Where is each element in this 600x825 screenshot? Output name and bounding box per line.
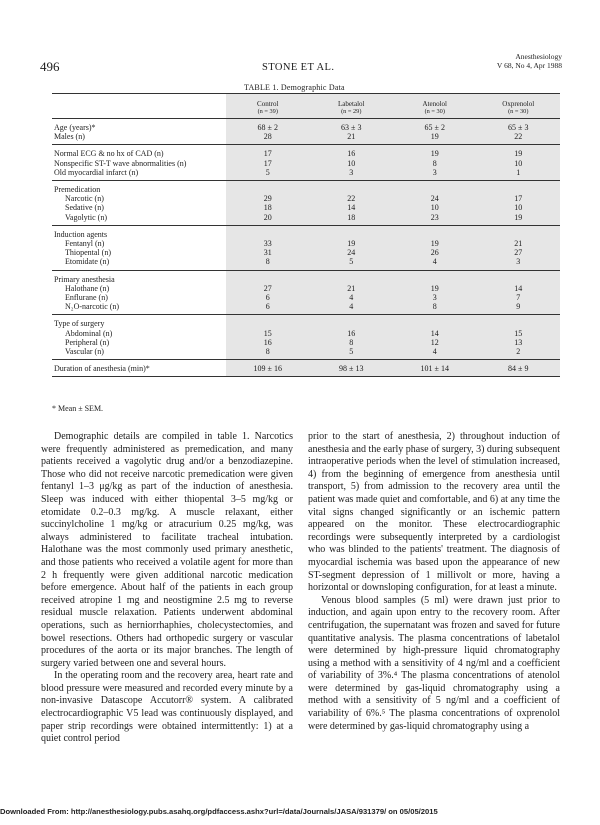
cell-value: 63 ± 3 bbox=[310, 119, 394, 133]
cell-value: 3 bbox=[393, 293, 477, 302]
empty-cell bbox=[226, 181, 310, 195]
table-row bbox=[52, 168, 560, 181]
row-label: Vagolytic (n) bbox=[65, 212, 107, 222]
cell-value: 33 bbox=[226, 239, 310, 248]
section-title: Primary anesthesia bbox=[52, 270, 226, 284]
cell-value: 7 bbox=[477, 293, 561, 302]
cell-value: 31 bbox=[226, 248, 310, 257]
empty-cell bbox=[477, 225, 561, 239]
cell-value: 14 bbox=[310, 203, 394, 212]
empty-cell bbox=[310, 225, 394, 239]
cell-value: 4 bbox=[393, 257, 477, 270]
empty-cell bbox=[393, 225, 477, 239]
cell-value: 16 bbox=[310, 329, 394, 338]
cell-value: 24 bbox=[310, 248, 394, 257]
cell-value: 21 bbox=[477, 239, 561, 248]
section-title: Type of surgery bbox=[52, 315, 226, 329]
paragraph-demographics: Demographic details are compiled in table 1. Narcotics were frequently administered as premedication, and many patients received a vagolytic drug and/or a benzodiazepine. Those who did not receive narcotic premedication were given fentanyl 1–3 μg/kg as part of the induction of anesthesia. Sleep was induced with either thiopental 3–5 mg/kg or etomidate 0.2–0.3 mg/kg. A muscle relaxant, either succinylcholine 1 mg/kg or atracurium 0.25 mg/kg, was always administered to facilitate tracheal intubation. Halothane was the most commonly used primary anesthetic, and those patients who received a volatile agent for more than 2 h frequently were given additional narcotic medication before emergence. About half of the patients in each group received atropine 1 mg and neostigmine 2.5 mg to reverse residual muscle relaxation. Patients underwent abdominal operations, such as herniorrhaphies, cholecystectomies, and bowel resections. Others had orthopedic surgery or vascular procedures of the aorta or its major branches. The length of surgery varied between one and several hours. bbox=[41, 431, 293, 669]
table-row bbox=[52, 257, 560, 270]
cell-value: 3 bbox=[393, 168, 477, 181]
cell-value: 18 bbox=[226, 203, 310, 212]
cell-value: 101 ± 14 bbox=[393, 360, 477, 377]
table-row bbox=[52, 329, 560, 338]
group-name: Control bbox=[257, 100, 279, 108]
empty-cell bbox=[226, 225, 310, 239]
column-header-control bbox=[226, 94, 310, 119]
cell-value: 6 bbox=[226, 302, 310, 315]
cell-value: 8 bbox=[393, 159, 477, 168]
cell-value: 15 bbox=[477, 329, 561, 338]
header-empty-cell bbox=[52, 94, 226, 119]
cell-value: 4 bbox=[393, 347, 477, 360]
empty-cell bbox=[226, 270, 310, 284]
journal-volume: V 68, No 4, Apr 1988 bbox=[496, 61, 562, 70]
cell-value: 84 ± 9 bbox=[477, 360, 561, 377]
row-label: Males (n) bbox=[54, 132, 85, 142]
cell-value: 27 bbox=[226, 284, 310, 293]
section-title: Induction agents bbox=[52, 225, 226, 239]
cell-value: 19 bbox=[477, 213, 561, 226]
cell-value: 19 bbox=[393, 239, 477, 248]
table-row bbox=[52, 203, 560, 212]
table-row bbox=[52, 119, 560, 133]
table-row bbox=[52, 293, 560, 302]
table-row bbox=[52, 132, 560, 145]
cell-value: 23 bbox=[393, 213, 477, 226]
table-row bbox=[52, 213, 560, 226]
cell-value: 20 bbox=[226, 213, 310, 226]
cell-value: 18 bbox=[310, 213, 394, 226]
empty-cell bbox=[310, 315, 394, 329]
group-name: Atenolol bbox=[422, 100, 447, 108]
cell-value: 5 bbox=[226, 168, 310, 181]
cell-value: 14 bbox=[393, 329, 477, 338]
row-label: N₂O-narcotic (n) bbox=[65, 302, 120, 312]
table-row bbox=[52, 302, 560, 315]
table-caption: TABLE 1. Demographic Data bbox=[244, 83, 345, 92]
column-header-oxprenolol bbox=[477, 94, 561, 119]
cell-value: 19 bbox=[310, 239, 394, 248]
cell-value: 2 bbox=[477, 347, 561, 360]
cell-value: 12 bbox=[393, 338, 477, 347]
cell-value: 68 ± 2 bbox=[226, 119, 310, 133]
cell-value: 65 ± 3 bbox=[477, 119, 561, 133]
cell-value: 22 bbox=[477, 132, 561, 145]
cell-value: 22 bbox=[310, 194, 394, 203]
group-n: (n = 29) bbox=[341, 108, 362, 115]
demographic-table bbox=[52, 93, 560, 377]
empty-cell bbox=[310, 270, 394, 284]
cell-value: 4 bbox=[310, 293, 394, 302]
journal-reference bbox=[497, 52, 562, 70]
empty-cell bbox=[393, 315, 477, 329]
cell-value: 19 bbox=[477, 145, 561, 159]
cell-value: 8 bbox=[226, 257, 310, 270]
cell-value: 19 bbox=[393, 145, 477, 159]
table-row bbox=[52, 248, 560, 257]
body-column-left bbox=[41, 431, 293, 746]
empty-cell bbox=[310, 181, 394, 195]
cell-value: 3 bbox=[477, 257, 561, 270]
row-label: Vascular (n) bbox=[65, 347, 104, 357]
table-row bbox=[52, 194, 560, 203]
row-label: Duration of anesthesia (min)* bbox=[52, 360, 226, 377]
cell-value: 17 bbox=[226, 159, 310, 168]
paragraph-monitoring: In the operating room and the recovery area, heart rate and blood pressure were measured and recorded every minute by a non-invasive Datascope Accutorr® system. A calibrated electrocardiographic V5 lead was continuously displayed, and paper strip recordings were obtained intermittently: 1) at a quiet control period bbox=[41, 670, 293, 745]
cell-value: 28 bbox=[226, 132, 310, 145]
cell-value: 16 bbox=[310, 145, 394, 159]
group-n: (n = 30) bbox=[508, 108, 529, 115]
row-label: Peripheral (n) bbox=[65, 337, 110, 347]
cell-value: 15 bbox=[226, 329, 310, 338]
table-row bbox=[52, 145, 560, 159]
row-label: Nonspecific ST-T wave abnormalities (n) bbox=[54, 158, 187, 168]
cell-value: 10 bbox=[477, 203, 561, 212]
cell-value: 21 bbox=[310, 284, 394, 293]
table-row bbox=[52, 159, 560, 168]
paragraph-monitoring-continued: prior to the start of anesthesia, 2) throughout induction of anesthesia and the early phase of surgery, 3) during subsequent intraoperative periods when the level of stimulation increased, 4) from the beginning of emergence from anesthesia until transport, 5) from admission to the recovery area until the patient was made quiet and comfortable, and 6) at any time the vital signs changed significantly or an ischemic pattern appeared on the monitor. These electrocardiographic recordings were subsequently interpreted by a cardiologist who was blinded to the patients' treatment. The diagnosis of myocardial ischemia was based upon the appearance of new ST-segment depression of 1 millivolt or more, having a horizontal or downsloping configuration, for at least a minute. bbox=[308, 431, 560, 594]
row-label: Halothane (n) bbox=[65, 283, 110, 293]
empty-cell bbox=[393, 270, 477, 284]
table-header-row bbox=[52, 94, 560, 119]
row-label: Thiopental (n) bbox=[65, 248, 111, 258]
cell-value: 10 bbox=[477, 159, 561, 168]
row-label: Narcotic (n) bbox=[65, 194, 104, 204]
table-row bbox=[52, 284, 560, 293]
section-title-row bbox=[52, 225, 560, 239]
cell-value: 3 bbox=[310, 168, 394, 181]
cell-value: 10 bbox=[393, 203, 477, 212]
download-source-line: Downloaded From: http://anesthesiology.pubs.asahq.org/pdfaccess.ashx?url=/data/Journals/JASA/931379/ on 05/05/2015 bbox=[0, 807, 438, 816]
row-label: Enflurane (n) bbox=[65, 293, 108, 303]
cell-value: 109 ± 16 bbox=[226, 360, 310, 377]
column-header-atenolol bbox=[393, 94, 477, 119]
empty-cell bbox=[393, 181, 477, 195]
cell-value: 14 bbox=[477, 284, 561, 293]
row-label: Sedative (n) bbox=[65, 203, 104, 213]
cell-value: 24 bbox=[393, 194, 477, 203]
group-name: Labetalol bbox=[338, 100, 365, 108]
empty-cell bbox=[477, 270, 561, 284]
cell-value: 16 bbox=[226, 338, 310, 347]
table-row bbox=[52, 360, 560, 377]
table-row bbox=[52, 239, 560, 248]
cell-value: 8 bbox=[393, 302, 477, 315]
journal-name: Anesthesiology bbox=[515, 52, 562, 61]
table-row bbox=[52, 347, 560, 360]
cell-value: 5 bbox=[310, 347, 394, 360]
cell-value: 1 bbox=[477, 168, 561, 181]
table-footnote: * Mean ± SEM. bbox=[52, 404, 104, 413]
row-label: Old myocardial infarct (n) bbox=[54, 167, 139, 177]
paragraph-blood-samples: Venous blood samples (5 ml) were drawn just prior to induction, and again upon entry to the recovery room. After centrifugation, the supernatant was frozen and saved for future quantitative analysis. The plasma concentrations of labetalol were determined by high-pressure liquid chromatography using a method with a sensitivity of 4 ng/ml and a coefficient of variability of 3%.⁴ The plasma concentrations of atenolol were determined by gas-liquid chromatography using a method with a sensitivity of 5 ng/ml and a coefficient of variability of 6%.⁵ The plasma concentrations of oxprenolol were determined by gas-liquid chromatography using a bbox=[308, 594, 560, 732]
group-n: (n = 30) bbox=[424, 108, 445, 115]
cell-value: 13 bbox=[477, 338, 561, 347]
cell-value: 4 bbox=[310, 302, 394, 315]
cell-value: 29 bbox=[226, 194, 310, 203]
empty-cell bbox=[226, 315, 310, 329]
row-label: Etomidate (n) bbox=[65, 257, 110, 267]
cell-value: 19 bbox=[393, 132, 477, 145]
empty-cell bbox=[477, 315, 561, 329]
cell-value: 65 ± 2 bbox=[393, 119, 477, 133]
body-column-right bbox=[308, 431, 560, 733]
cell-value: 27 bbox=[477, 248, 561, 257]
group-n: (n = 39) bbox=[257, 108, 278, 115]
page-number: 496 bbox=[40, 59, 60, 74]
cell-value: 6 bbox=[226, 293, 310, 302]
row-label: Age (years)* bbox=[52, 119, 226, 133]
cell-value: 5 bbox=[310, 257, 394, 270]
empty-cell bbox=[477, 181, 561, 195]
section-title: Premedication bbox=[52, 181, 226, 195]
cell-value: 19 bbox=[393, 284, 477, 293]
cell-value: 21 bbox=[310, 132, 394, 145]
cell-value: 8 bbox=[226, 347, 310, 360]
cell-value: 9 bbox=[477, 302, 561, 315]
running-head-authors: STONE ET AL. bbox=[262, 62, 335, 73]
row-label: Abdominal (n) bbox=[65, 328, 113, 338]
section-title-row bbox=[52, 270, 560, 284]
cell-value: 26 bbox=[393, 248, 477, 257]
section-title-row bbox=[52, 181, 560, 195]
cell-value: 17 bbox=[477, 194, 561, 203]
section-title-row bbox=[52, 315, 560, 329]
row-label: Fentanyl (n) bbox=[65, 239, 105, 249]
table-row bbox=[52, 338, 560, 347]
row-label: Normal ECG & no hx of CAD (n) bbox=[52, 145, 226, 159]
cell-value: 17 bbox=[226, 145, 310, 159]
column-header-labetalol bbox=[310, 94, 394, 119]
cell-value: 8 bbox=[310, 338, 394, 347]
cell-value: 98 ± 13 bbox=[310, 360, 394, 377]
group-name: Oxprenolol bbox=[502, 100, 535, 108]
cell-value: 10 bbox=[310, 159, 394, 168]
